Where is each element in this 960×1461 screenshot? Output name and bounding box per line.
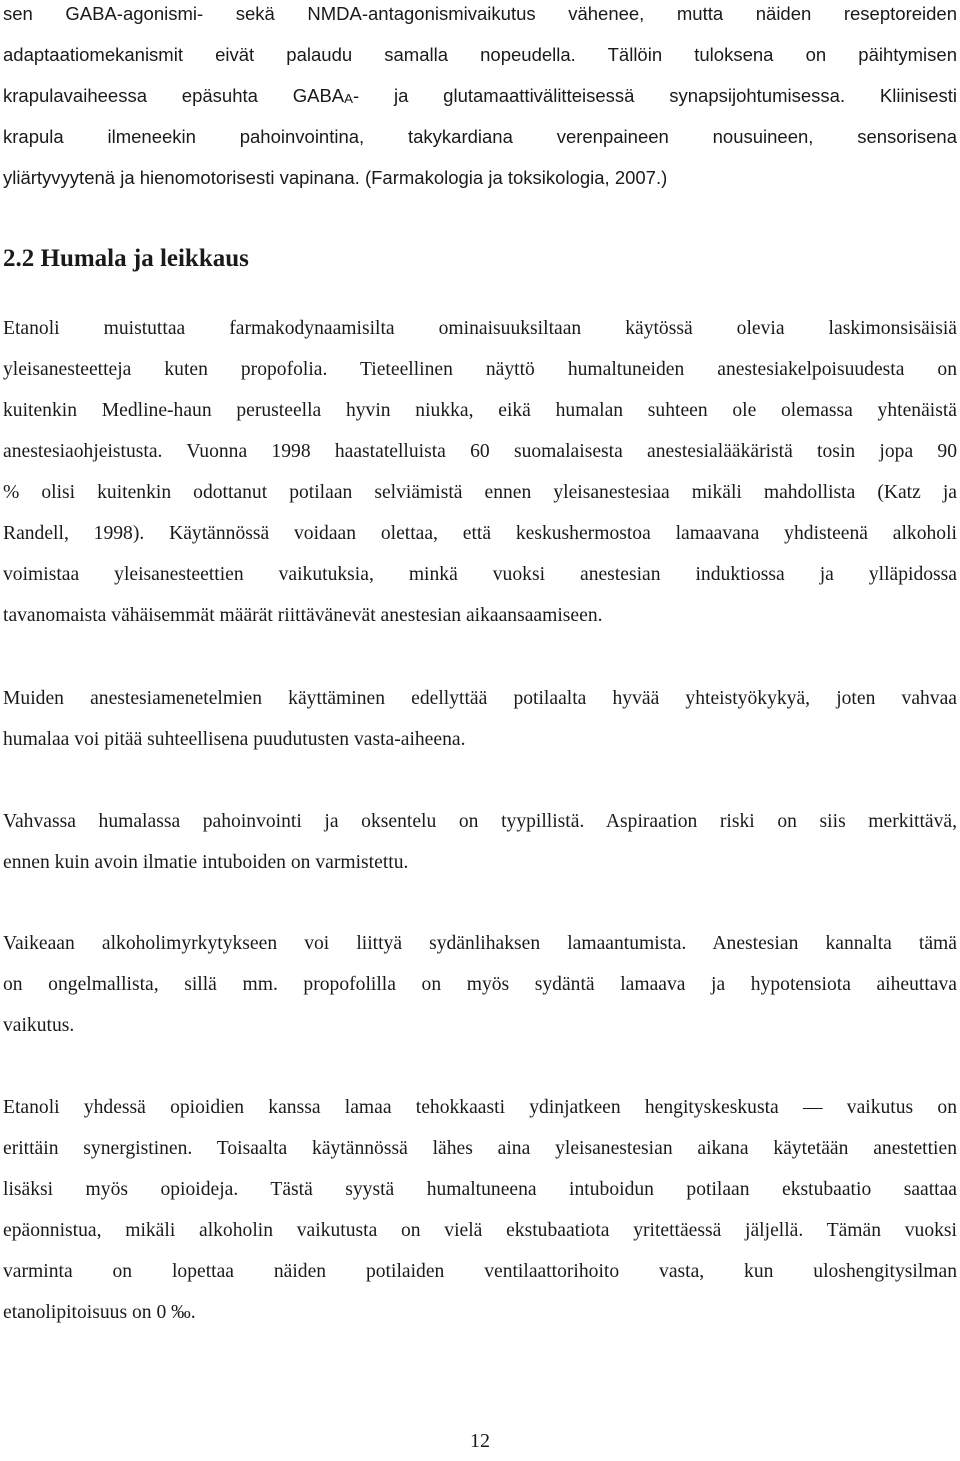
text-line: sen GABA-agonismi- sekä NMDA-antagonismivaikutus vähenee, mutta näiden reseptoreiden: [3, 3, 957, 24]
text-line: etanolipitoisuus on 0 ‰.: [3, 1302, 196, 1323]
text-line: Vahvassa humalassa pahoinvointi ja oksentelu on tyypillistä. Aspiraation riski on siis merkittävä,: [3, 811, 957, 832]
text-fragment: - ja glutamaattivälitteisessä synapsijohtumisessa. Kliinisesti: [353, 85, 957, 106]
paragraph-5: [3, 1087, 957, 1333]
paragraph-4: [3, 923, 957, 1046]
text-line: anestesiaohjeistusta. Vuonna 1998 haastatelluista 60 suomalaisesta anestesialääkäristä tosin jopa 90: [3, 441, 957, 462]
subscript: A: [344, 91, 354, 107]
text-line: [3, 75, 957, 116]
text-line: Muiden anestesiamenetelmien käyttäminen edellyttää potilaalta hyvää yhteistyökykyä, joten vahvaa: [3, 688, 957, 709]
text-line: Etanoli muistuttaa farmakodynaamisilta ominaisuuksiltaan käytössä olevia laskimonsisäisiä: [3, 318, 957, 339]
text-line: on ongelmallista, sillä mm. propofolilla on myös sydäntä lamaava ja hypotensiota aiheuttava: [3, 974, 957, 995]
text-line: adaptaatiomekanismit eivät palaudu samalla nopeudella. Tällöin tuloksena on päihtymisen: [3, 44, 957, 65]
text-line: ennen kuin avoin ilmatie intuboiden on varmistettu.: [3, 852, 409, 873]
section-heading: 2.2 Humala ja leikkaus: [3, 245, 249, 272]
text-line: epäonnistua, mikäli alkoholin vaikutusta on vielä ekstubaatiota yritettäessä jäljellä. Tämän vuoksi: [3, 1220, 957, 1241]
text-line: Vaikeaan alkoholimyrkytykseen voi liittyä sydänlihaksen lamaantumista. Anestesian kannalta tämä: [3, 933, 957, 954]
paragraph-3: [3, 801, 957, 883]
text-line: yleisanesteetteja kuten propofolia. Tieteellinen näyttö humaltuneiden anestesiakelpoisuudesta on: [3, 359, 957, 380]
text-line: vaikutus.: [3, 1015, 75, 1036]
text-line: Etanoli yhdessä opioidien kanssa lamaa tehokkaasti ydinjatkeen hengityskeskusta — vaikutus on: [3, 1097, 957, 1118]
text-line: humalaa voi pitää suhteellisena puudutusten vasta-aiheena.: [3, 729, 466, 750]
text-fragment: krapulavaiheessa epäsuhta GABA: [3, 85, 345, 106]
text-line: voimistaa yleisanesteettien vaikutuksia, minkä vuoksi anestesian induktiossa ja ylläpidossa: [3, 564, 957, 585]
text-line: krapula ilmeneekin pahoinvointina, takykardiana verenpaineen nousuineen, sensorisena: [3, 126, 957, 147]
text-line: tavanomaista vähäisemmät määrät riittävänevät anestesian aikaansaamiseen.: [3, 605, 603, 626]
text-line: erittäin synergistinen. Toisaalta käytännössä lähes aina yleisanestesian aikana käytetään anestettien: [3, 1138, 957, 1159]
intro-paragraph: [3, 0, 957, 198]
text-line: lisäksi myös opioideja. Tästä syystä humaltuneena intuboidun potilaan ekstubaatio saattaa: [3, 1179, 957, 1200]
text-line: varminta on lopettaa näiden potilaiden ventilaattorihoito vasta, kun uloshengitysilman: [3, 1261, 957, 1282]
text-line: Randell, 1998). Käytännössä voidaan olettaa, että keskushermostoa lamaavana yhdisteenä alkoholi: [3, 523, 957, 544]
text-line: yliärtyvyytenä ja hienomotorisesti vapinana. (Farmakologia ja toksikologia, 2007.): [3, 167, 668, 188]
paragraph-1: [3, 308, 957, 636]
text-line: % olisi kuitenkin odottanut potilaan selviämistä ennen yleisanestesiaa mikäli mahdollista (Katz ja: [3, 482, 957, 503]
page-number: 12: [470, 1430, 490, 1452]
text-line: kuitenkin Medline-haun perusteella hyvin niukka, eikä humalan suhteen ole olemassa yhtenäistä: [3, 400, 957, 421]
paragraph-2: [3, 678, 957, 760]
